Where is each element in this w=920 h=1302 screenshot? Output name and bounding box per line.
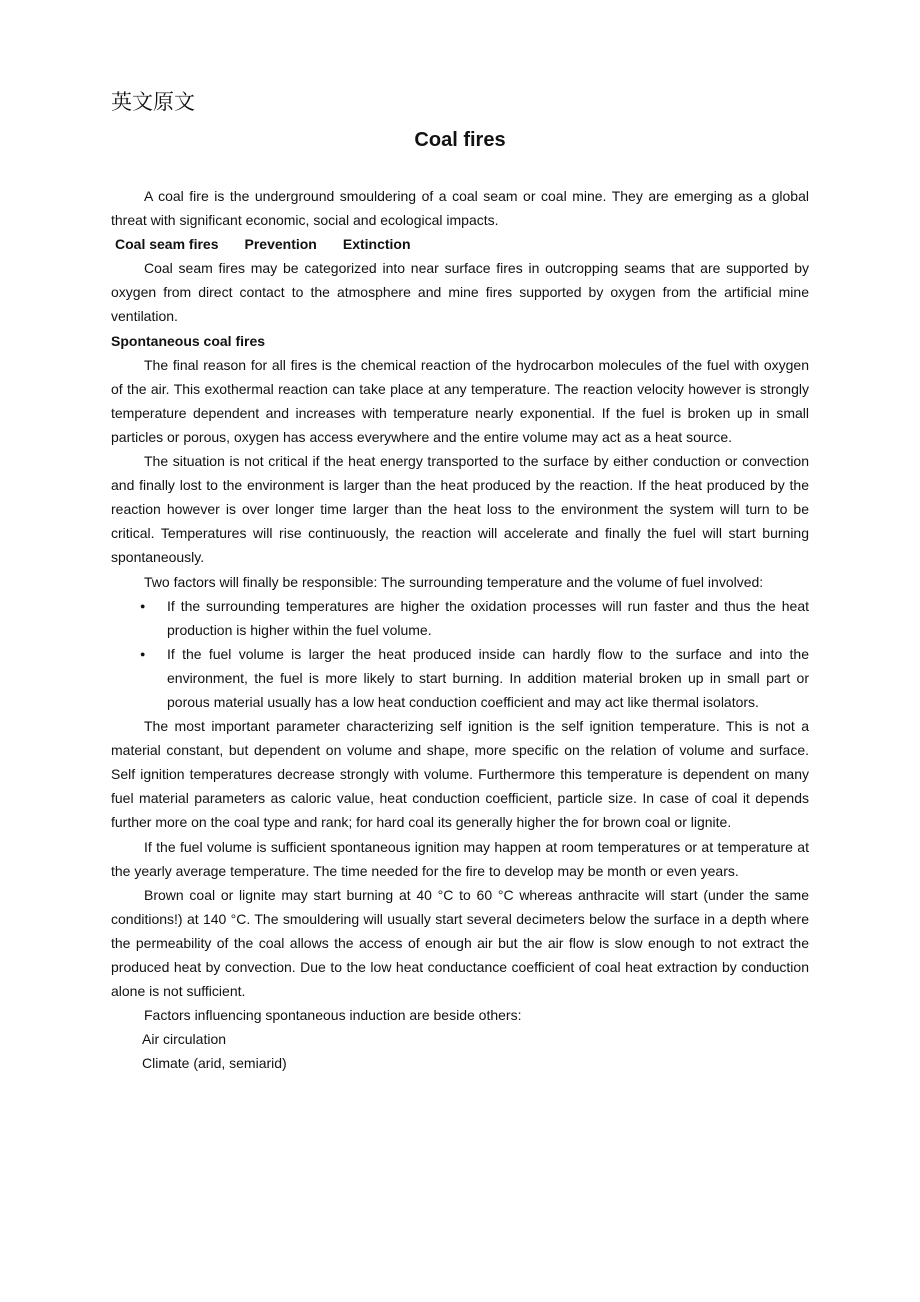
situation-paragraph: The situation is not critical if the heat energy transported to the surface by either conduction or convection and finally lost to the environment is larger than the heat produced by the reaction. If the heat produced by the reaction however is over longer time larger than the heat loss to the environment the system will turn to be critical. Temperatures will rise continuously, the reaction will accelerate and finally the fuel will start burning spontaneously.: [111, 453, 809, 566]
parameter-paragraph: The most important parameter characterizing self ignition is the self ignition temperature. This is not a material constant, but dependent on volume and shape, more specific on the relation of volume and surface. Self ignition temperatures decrease strongly with volume. Furthermore this temperature is dependent on many fuel material parameters as caloric value, heat conduction coefficient, particle size. In case of coal it depends further more on the coal type and rank; for hard coal its generally higher the for brown coal or lignite.: [111, 718, 809, 831]
volume-paragraph: If the fuel volume is sufficient spontaneous ignition may happen at room temperatures or at temperature at the yearly average temperature. The time needed for the fire to develop may be month or even years.: [111, 838, 809, 879]
subheading-spontaneous: Spontaneous coal fires: [111, 332, 266, 349]
brown-coal-paragraph: Brown coal or lignite may start burning at 40 °C to 60 °C whereas anthracite will start (under the same conditions!) at 140 °C. The smouldering will usually start several decimeters below the surface in a depth where the permeability of the coal allows the access of enough air but the air flow is slow enough to not extract the produced heat by convection. Due to the low heat conductance coefficient of coal heat extraction by conduction alone is not sufficient.: [111, 886, 809, 1000]
heading-coal-seam-fires: Coal seam fires: [115, 236, 219, 253]
factor-item-air: Air circulation: [142, 1031, 227, 1048]
heading-extinction: Extinction: [342, 236, 411, 253]
categories-paragraph: Coal seam fires may be categorized into near surface fires in outcropping seams that are supported by oxygen from direct contact to the atmosphere and mine fires supported by oxygen from the artificial mine ventilation.: [111, 260, 809, 325]
intro-paragraph: A coal fire is the underground smouldering of a coal seam or coal mine. They are emerging as a global threat with significant economic, social and ecological impacts.: [111, 188, 809, 229]
heading-prevention: Prevention: [244, 236, 317, 253]
factor-item-climate: Climate (arid, semiarid): [142, 1055, 287, 1072]
influencing-paragraph: Factors influencing spontaneous induction are beside others:: [144, 1007, 522, 1024]
document-page: [111, 88, 809, 1075]
topic-headings: [111, 232, 809, 256]
list-item: ● If the fuel volume is larger the heat produced inside can hardly flow to the surface and into the environment, the fuel is more likely to start burning. In addition material broken up in small part or porous material usually has a low heat conduction coefficient and may act like thermal isolators.: [167, 642, 809, 714]
section-label: 英文原文: [111, 90, 195, 114]
factors-paragraph: Two factors will finally be responsible: The surrounding temperature and the volume of fuel involved:: [144, 573, 764, 590]
list-item: ● If the surrounding temperatures are higher the oxidation processes will run faster and thus the heat production is higher within the fuel volume.: [167, 594, 809, 642]
factor-bullet-list: [111, 594, 809, 714]
page-title: Coal fires: [414, 129, 506, 151]
reason-paragraph: The final reason for all fires is the chemical reaction of the hydrocarbon molecules of the fuel with oxygen of the air. This exothermal reaction can take place at any temperature. The reaction velocity however is strongly temperature dependent and increases with temperature nearly exponential. If the fuel is broken up in small particles or porous, oxygen has access everywhere and the entire volume may act as a heat source.: [111, 356, 809, 445]
